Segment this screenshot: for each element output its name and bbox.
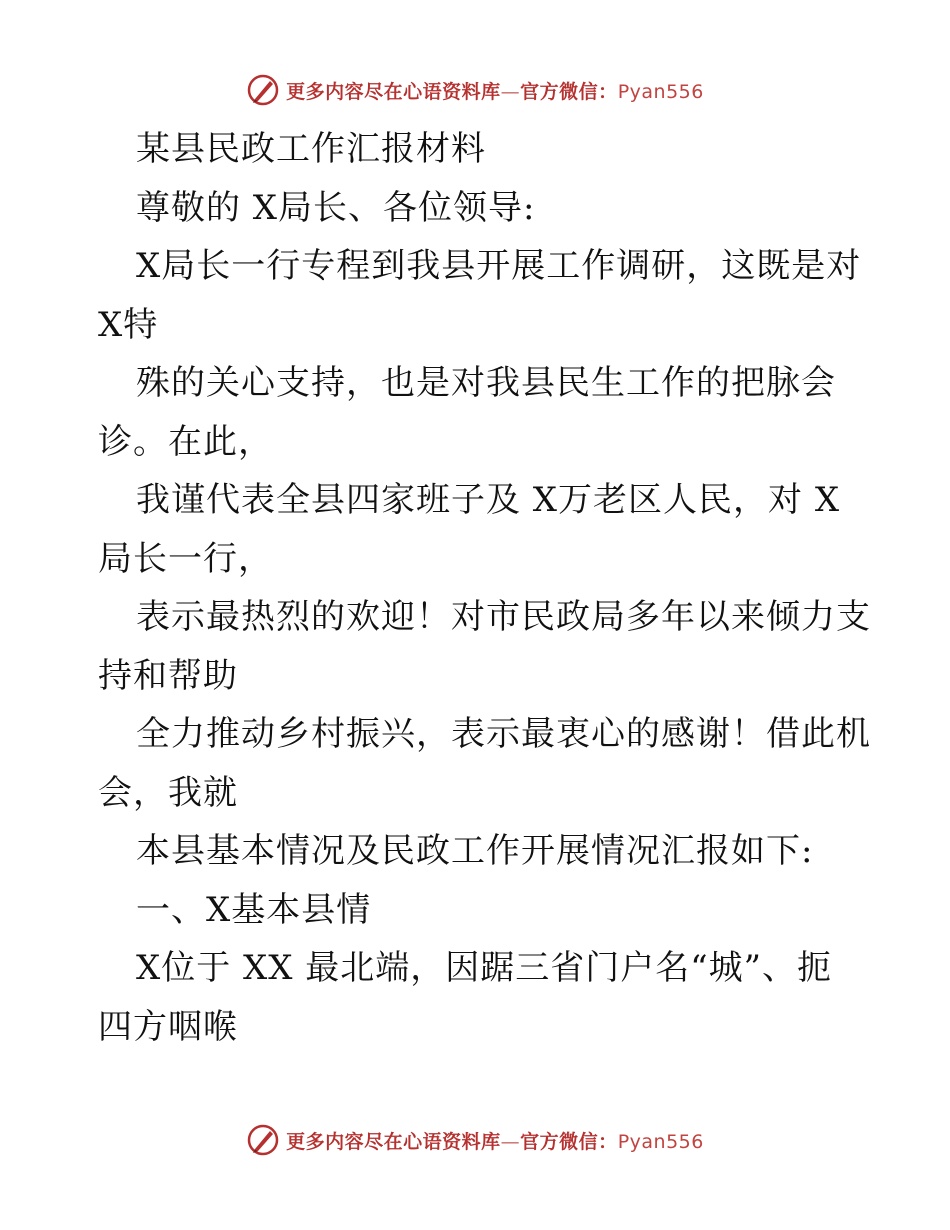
paragraph-line: X位于 XX 最北端，因踞三省门户名“城”、扼: [136, 948, 832, 988]
paragraph-line: 全力推动乡村振兴，表示最衷心的感谢！借此机: [136, 714, 871, 754]
footer-watermark: [0, 1120, 950, 1160]
watermark-site-text: 更多内容尽在心语资料库: [286, 1130, 501, 1153]
watermark-wechat-id: Pyan556: [617, 80, 704, 103]
paragraph-line: 四方咽喉: [98, 1006, 238, 1047]
watermark-separator: —: [500, 80, 521, 103]
watermark-wechat-label: 官方微信：: [520, 80, 618, 103]
paragraph-line: 诊。在此，: [98, 421, 273, 462]
section-heading: 一、X基本县情: [136, 889, 372, 930]
watermark-wechat-id: Pyan556: [617, 1130, 704, 1153]
paragraph-line: 殊的关心支持，也是对我县民生工作的把脉会: [136, 363, 836, 403]
paragraph-line: 表示最热烈的欢迎！对市民政局多年以来倾力支: [136, 597, 871, 637]
watermark-site-text: 更多内容尽在心语资料库: [286, 80, 501, 103]
watermark-wechat-label: 官方微信：: [520, 1130, 618, 1153]
document-body: [98, 120, 871, 1056]
paragraph-line: 局长一行，: [98, 538, 273, 579]
paragraph-line: 我谨代表全县四家班子及 X万老区人民，对 X: [136, 480, 841, 520]
watermark-separator: —: [500, 1130, 521, 1153]
quill-pen-logo-icon: [246, 73, 280, 107]
paragraph-line: X特: [98, 304, 159, 345]
paragraph-line: X局长一行专程到我县开展工作调研，这既是对: [136, 246, 862, 286]
header-watermark: [0, 70, 950, 110]
watermark-text: [286, 1127, 704, 1154]
watermark-text: [286, 77, 704, 104]
paragraph-line: 持和帮助: [98, 655, 238, 696]
paragraph-line: 会，我就: [98, 772, 238, 813]
document-title: 某县民政工作汇报材料: [136, 129, 486, 169]
salutation: 尊敬的 X局长、各位领导:: [136, 187, 536, 228]
paragraph-line: 本县基本情况及民政工作开展情况汇报如下:: [136, 831, 814, 871]
quill-pen-logo-icon: [246, 1123, 280, 1157]
